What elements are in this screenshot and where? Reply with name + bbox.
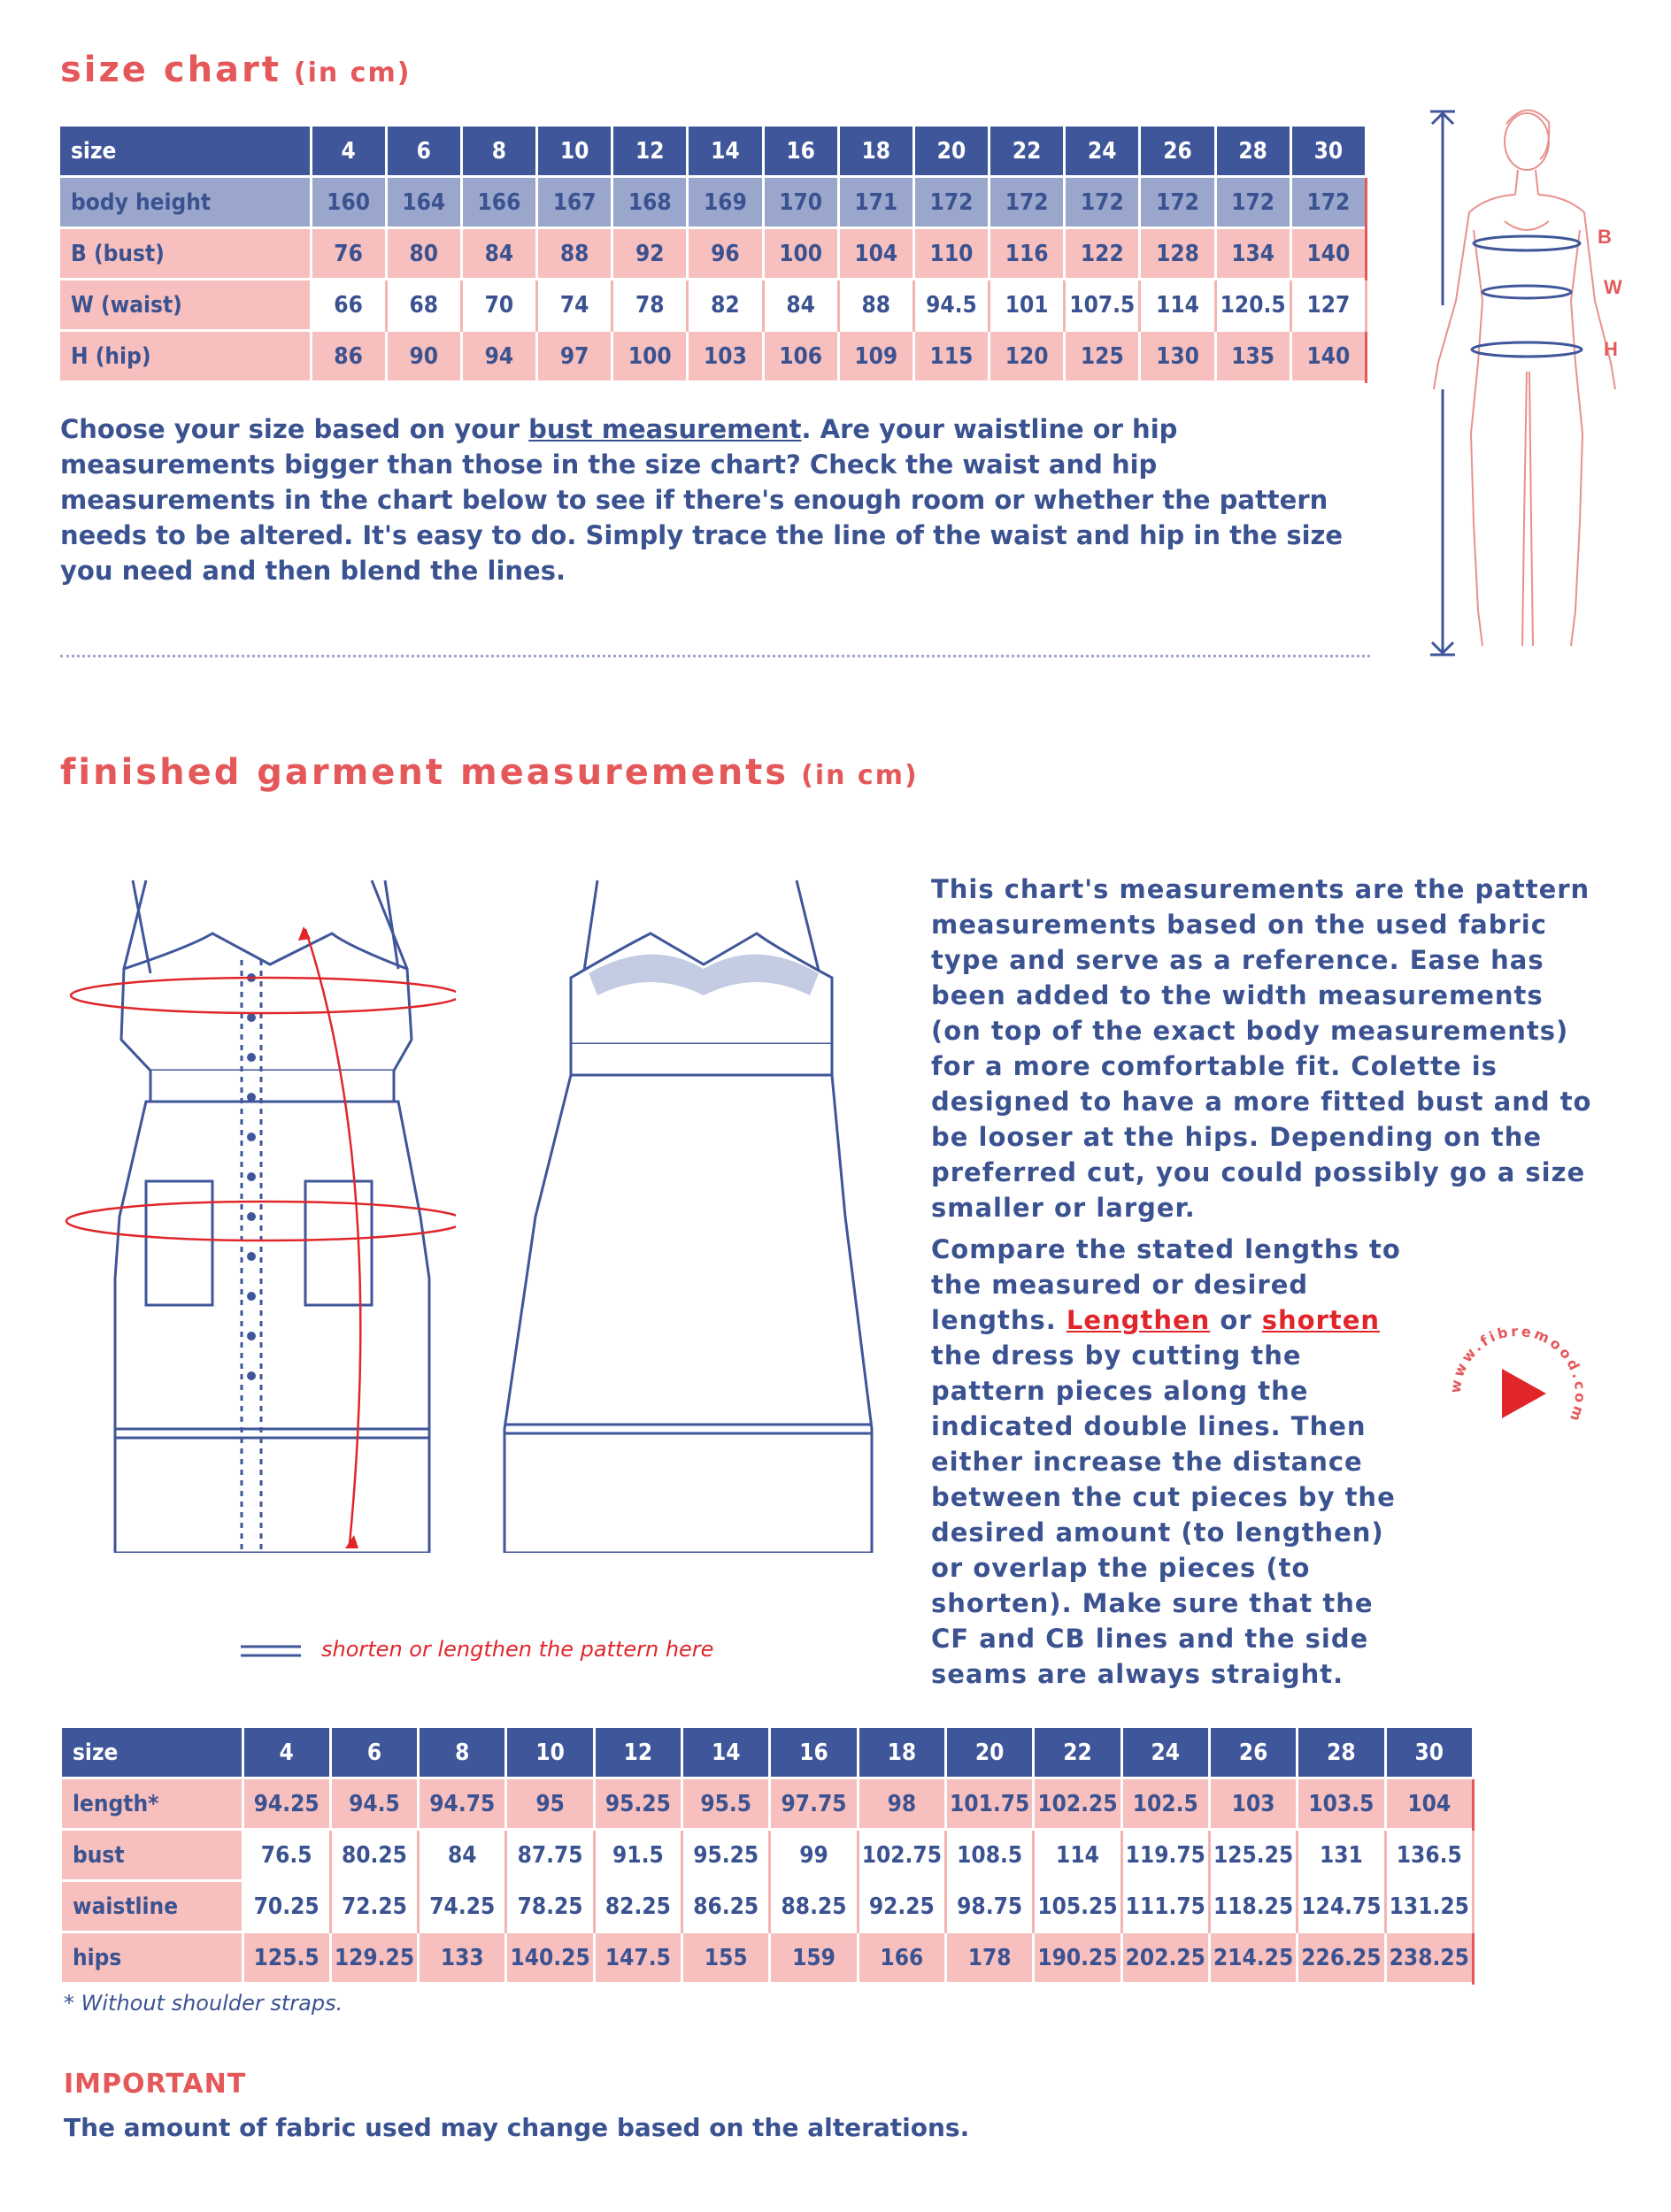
- finished-cell: 103: [1209, 1778, 1297, 1830]
- size-chart-cell: 115: [913, 331, 989, 382]
- finished-cell: 111.75: [1121, 1881, 1209, 1932]
- finished-cell: 119.75: [1121, 1830, 1209, 1881]
- shorten-link[interactable]: shorten: [1261, 1305, 1381, 1335]
- finished-cell: 94.5: [330, 1778, 418, 1830]
- size-chart-cell: 172: [990, 177, 1065, 228]
- logo-text: www.fibremood.com: [1446, 1322, 1590, 1426]
- size-chart-cell: 168: [612, 177, 688, 228]
- finished-cell: 88.25: [770, 1881, 858, 1932]
- finished-header-size-8: 8: [419, 1728, 506, 1778]
- double-line-legend-icon: [241, 1642, 303, 1660]
- size-chart-cell: 101: [990, 280, 1065, 331]
- finished-row: [62, 1830, 1474, 1881]
- finished-cell: 129.25: [330, 1932, 418, 1984]
- finished-cell: 95.25: [682, 1830, 770, 1881]
- finished-header-size-28: 28: [1298, 1728, 1385, 1778]
- size-chart-header-size-18: 18: [838, 127, 913, 177]
- size-chart-cell: 110: [913, 228, 989, 280]
- size-chart-cell: 76: [311, 228, 386, 280]
- finished-cell: 133: [419, 1932, 506, 1984]
- size-chart-cell: 164: [386, 177, 461, 228]
- size-chart-header-size-12: 12: [612, 127, 688, 177]
- size-chart-cell: 140: [1290, 228, 1366, 280]
- finished-row: [62, 1881, 1474, 1932]
- size-chart-header-size-6: 6: [386, 127, 461, 177]
- size-chart-header-size-28: 28: [1215, 127, 1290, 177]
- intro-after: . Are your waistline or hip measurements bigger than those in the size chart? Check the waist and hip measurements in the chart below to see if there's enough room or whether the pattern needs to be altered. It's easy to do. Simply trace the line of the waist and hip in the size you need and then blend the lines.: [60, 414, 1344, 586]
- size-chart-cell: 134: [1215, 228, 1290, 280]
- size-chart-cell: 107.5: [1065, 280, 1140, 331]
- size-chart-cell: 172: [1140, 177, 1215, 228]
- finished-cell: 226.25: [1298, 1932, 1385, 1984]
- finished-cell: 92.25: [858, 1881, 945, 1932]
- play-icon: [1502, 1369, 1546, 1418]
- size-chart-cell: 92: [612, 228, 688, 280]
- size-chart-row: [60, 280, 1367, 331]
- finished-header-size-14: 14: [682, 1728, 770, 1778]
- finished-cell: 124.75: [1298, 1881, 1385, 1932]
- finished-cell: 104: [1385, 1778, 1473, 1830]
- finished-header-size-10: 10: [506, 1728, 594, 1778]
- lengthen-link[interactable]: Lengthen: [1066, 1305, 1211, 1335]
- size-chart-row: [60, 177, 1367, 228]
- size-chart-header-size-10: 10: [537, 127, 612, 177]
- size-chart-cell: 96: [688, 228, 763, 280]
- size-chart-cell: 172: [1215, 177, 1290, 228]
- size-chart-cell: 74: [537, 280, 612, 331]
- finished-cell: 114: [1034, 1830, 1121, 1881]
- waist-marker-label: W: [1604, 276, 1622, 298]
- size-chart-cell: 88: [838, 280, 913, 331]
- finished-cell: 76.5: [243, 1830, 330, 1881]
- finished-header-size-4: 4: [243, 1728, 330, 1778]
- important-title: IMPORTANT: [64, 2069, 247, 2100]
- size-chart-cell: 170: [763, 177, 838, 228]
- size-chart-header-size-20: 20: [913, 127, 989, 177]
- or-text: or: [1220, 1305, 1252, 1335]
- finished-header-size-18: 18: [858, 1728, 945, 1778]
- size-chart-cell: 127: [1290, 280, 1366, 331]
- finished-cell: 140.25: [506, 1932, 594, 1984]
- size-chart-cell: 97: [537, 331, 612, 382]
- finished-cell: 178: [946, 1932, 1034, 1984]
- finished-cell: 238.25: [1385, 1932, 1473, 1984]
- size-chart-row-label: B (bust): [60, 228, 311, 280]
- size-chart-cell: 130: [1140, 331, 1215, 382]
- size-chart-header-size-22: 22: [990, 127, 1065, 177]
- size-chart-row-label: W (waist): [60, 280, 311, 331]
- finished-unit: (in cm): [801, 760, 919, 791]
- finished-cell: 214.25: [1209, 1932, 1297, 1984]
- size-chart-cell: 70: [461, 280, 536, 331]
- size-chart-row: [60, 228, 1367, 280]
- size-chart-cell: 160: [311, 177, 386, 228]
- size-chart-title: [60, 50, 411, 90]
- finished-cell: 108.5: [946, 1830, 1034, 1881]
- size-chart-header-size-14: 14: [688, 127, 763, 177]
- finished-cell: 82.25: [594, 1881, 681, 1932]
- finished-cell: 80.25: [330, 1830, 418, 1881]
- finished-measurements-table: [62, 1728, 1475, 1985]
- finished-cell: 94.25: [243, 1778, 330, 1830]
- finished-cell: 86.25: [682, 1881, 770, 1932]
- finished-header-size-16: 16: [770, 1728, 858, 1778]
- size-chart-cell: 120.5: [1215, 280, 1290, 331]
- finished-cell: 131: [1298, 1830, 1385, 1881]
- size-chart-cell: 172: [1065, 177, 1140, 228]
- size-chart-cell: 122: [1065, 228, 1140, 280]
- size-chart-intro: [60, 411, 1370, 588]
- size-chart-cell: 172: [1290, 177, 1366, 228]
- size-chart-header-size-26: 26: [1140, 127, 1215, 177]
- finished-header-row: [62, 1728, 1474, 1778]
- size-chart-cell: 114: [1140, 280, 1215, 331]
- size-chart-title-text: size chart: [60, 50, 281, 90]
- finished-cell: 190.25: [1034, 1932, 1121, 1984]
- finished-cell: 118.25: [1209, 1881, 1297, 1932]
- size-chart-cell: 100: [612, 331, 688, 382]
- size-chart-cell: 82: [688, 280, 763, 331]
- size-chart-cell: 86: [311, 331, 386, 382]
- finished-title: [60, 752, 919, 793]
- size-chart-cell: 106: [763, 331, 838, 382]
- size-chart-cell: 140: [1290, 331, 1366, 382]
- size-chart-unit: (in cm): [293, 58, 412, 88]
- finished-header-size-24: 24: [1121, 1728, 1209, 1778]
- hip-marker-label: H: [1604, 338, 1618, 360]
- size-chart-header-row: [60, 127, 1367, 177]
- finished-title-text: finished garment measurements: [60, 752, 789, 793]
- finished-cell: 103.5: [1298, 1778, 1385, 1830]
- finished-row-label: waistline: [62, 1881, 243, 1932]
- size-chart-cell: 78: [612, 280, 688, 331]
- finished-cell: 102.75: [858, 1830, 945, 1881]
- size-chart-cell: 104: [838, 228, 913, 280]
- bust-marker-label: B: [1598, 226, 1612, 248]
- finished-cell: 95.5: [682, 1778, 770, 1830]
- size-chart-cell: 171: [838, 177, 913, 228]
- finished-cell: 125.5: [243, 1932, 330, 1984]
- finished-cell: 94.75: [419, 1778, 506, 1830]
- size-chart-header-size-30: 30: [1290, 127, 1366, 177]
- finished-cell: 95: [506, 1778, 594, 1830]
- finished-cell: 131.25: [1385, 1881, 1473, 1932]
- finished-cell: 155: [682, 1932, 770, 1984]
- compare-before: Compare the stated lengths to the measured or desired lengths.: [931, 1234, 1401, 1335]
- important-text: The amount of fabric used may change based on the alterations.: [64, 2113, 970, 2142]
- body-figure: [1407, 97, 1637, 672]
- size-chart-header-size-4: 4: [311, 127, 386, 177]
- finished-cell: 102.25: [1034, 1778, 1121, 1830]
- finished-row-label: hips: [62, 1932, 243, 1984]
- size-chart-header-size-16: 16: [763, 127, 838, 177]
- size-chart-cell: 84: [461, 228, 536, 280]
- finished-cell: 147.5: [594, 1932, 681, 1984]
- size-chart-table: [60, 127, 1367, 383]
- size-chart-cell: 109: [838, 331, 913, 382]
- finished-cell: 101.75: [946, 1778, 1034, 1830]
- size-chart-cell: 90: [386, 331, 461, 382]
- finished-header-size-6: 6: [330, 1728, 418, 1778]
- finished-cell: 91.5: [594, 1830, 681, 1881]
- finished-cell: 74.25: [419, 1881, 506, 1932]
- size-chart-row-label: H (hip): [60, 331, 311, 382]
- finished-description: This chart's measurements are the pattern measurements based on the used fabric type and serve as a reference. Ease has been added to the width measurements (on top of the exact body measurements) for a more comfortable fit. Colette is designed to have a more fitted bust and to be looser at the hips. Depending on the preferred cut, you could possibly go a size smaller or larger.: [931, 874, 1592, 1223]
- size-chart-cell: 88: [537, 228, 612, 280]
- dress-back-drawing: [491, 863, 898, 1553]
- size-chart-cell: 94.5: [913, 280, 989, 331]
- finished-row-label: bust: [62, 1830, 243, 1881]
- fibremood-logo[interactable]: [1438, 1314, 1598, 1473]
- size-chart-cell: 172: [913, 177, 989, 228]
- compare-after: the dress by cutting the pattern pieces along the indicated double lines. Then either increase the distance between the cut pieces by the desired amount (to lengthen) or overlap the pieces (to shorten). Make sure that the CF and CB lines and the side seams are always straight.: [931, 1340, 1396, 1689]
- finished-cell: 136.5: [1385, 1830, 1473, 1881]
- bust-measurement-link[interactable]: bust measurement: [528, 414, 802, 444]
- size-chart-cell: 68: [386, 280, 461, 331]
- size-chart-cell: 135: [1215, 331, 1290, 382]
- size-chart-cell: 128: [1140, 228, 1215, 280]
- finished-cell: 70.25: [243, 1881, 330, 1932]
- finished-cell: 202.25: [1121, 1932, 1209, 1984]
- finished-cell: 99: [770, 1830, 858, 1881]
- size-chart-cell: 84: [763, 280, 838, 331]
- size-chart-cell: 167: [537, 177, 612, 228]
- finished-header-size-30: 30: [1385, 1728, 1473, 1778]
- finished-row-label: length*: [62, 1778, 243, 1830]
- size-chart-header-size-24: 24: [1065, 127, 1140, 177]
- size-chart-cell: 100: [763, 228, 838, 280]
- size-chart-cell: 169: [688, 177, 763, 228]
- size-chart-cell: 66: [311, 280, 386, 331]
- size-chart-row-label: body height: [60, 177, 311, 228]
- finished-cell: 166: [858, 1932, 945, 1984]
- finished-cell: 98: [858, 1778, 945, 1830]
- size-chart-cell: 103: [688, 331, 763, 382]
- size-chart-cell: 125: [1065, 331, 1140, 382]
- size-chart-cell: 116: [990, 228, 1065, 280]
- size-chart-cell: 80: [386, 228, 461, 280]
- size-chart-header-size-8: 8: [461, 127, 536, 177]
- size-chart-header-size-label: size: [60, 127, 311, 177]
- finished-cell: 78.25: [506, 1881, 594, 1932]
- size-chart-cell: 166: [461, 177, 536, 228]
- section-divider: [60, 655, 1370, 657]
- finished-cell: 102.5: [1121, 1778, 1209, 1830]
- finished-row: [62, 1932, 1474, 1984]
- finished-cell: 105.25: [1034, 1881, 1121, 1932]
- finished-header-size-22: 22: [1034, 1728, 1121, 1778]
- size-chart-cell: 94: [461, 331, 536, 382]
- finished-header-size-20: 20: [946, 1728, 1034, 1778]
- finished-cell: 95.25: [594, 1778, 681, 1830]
- finished-cell: 125.25: [1209, 1830, 1297, 1881]
- finished-header-size-26: 26: [1209, 1728, 1297, 1778]
- finished-cell: 159: [770, 1932, 858, 1984]
- size-chart-cell: 120: [990, 331, 1065, 382]
- finished-cell: 84: [419, 1830, 506, 1881]
- size-chart-row: [60, 331, 1367, 382]
- finished-cell: 98.75: [946, 1881, 1034, 1932]
- finished-cell: 72.25: [330, 1881, 418, 1932]
- intro-before: Choose your size based on your: [60, 414, 529, 444]
- dress-front-drawing: [49, 863, 456, 1553]
- footnote: * Without shoulder straps.: [64, 1991, 343, 2016]
- finished-cell: 87.75: [506, 1830, 594, 1881]
- lengthen-instructions: [931, 1232, 1413, 1692]
- shorten-legend-text: shorten or lengthen the pattern here: [321, 1637, 714, 1662]
- finished-row: [62, 1778, 1474, 1830]
- finished-cell: 97.75: [770, 1778, 858, 1830]
- finished-header-size-12: 12: [594, 1728, 681, 1778]
- finished-header-size-label: size: [62, 1728, 243, 1778]
